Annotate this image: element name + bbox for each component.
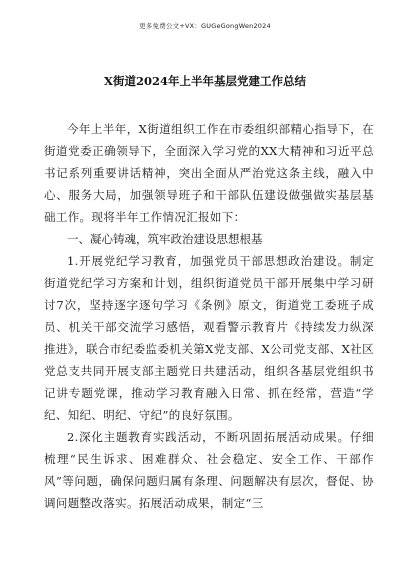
header-note: 更多免费公文+VX：GUGeGongWen2024 [139,22,271,30]
body-paragraph-1: 1.开展党纪学习教育，加强党员干部思想政治建设。制定街道党纪学习方案和计划，组织街道党员干部开展集中学习研讨7次，坚持逐字逐句学习《条例》原文，街道党工委班子成员、机关干部交流学习感悟，观看警示教育片《持续发力纵深推进》，联合市纪委监委机关第X党支部、X公司党支部、X社区党总支共同开展支部主题党日共建活动，组织各基层党组织书记讲专题党课，推动学习教育融入日常、抓在经常，营造“学纪、知纪、明纪、守纪”的良好氛围。 [44,254,374,422]
section-heading: 一、凝心铸魂，筑牢政治建设思想根基 [67,232,263,246]
document-body [44,118,374,514]
intro-paragraph: 今年上半年，X街道组织工作在市委组织部精心指导下，在街道党委正确领导下，全面深入学习党的XX大精神和习近平总书记系列重要讲话精神，突出全面从严治党这条主线，融入中心、服务大局，加强领导班子和干部队伍建设做强做实基层基础工作。现将半年工作情况汇报如下： [44,122,374,224]
body-paragraph-2: 2.深化主题教育实践活动，不断巩固拓展活动成果。仔细梳理“民生诉求、困难群众、社会稳定、安全工作、干部作风”等问题，确保问题归属有条理、问题解决有层次，督促、协调问题整改落实。拓展活动成果，制定“三 [44,430,374,510]
document-title: X街道2024年上半年基层党建工作总结 [104,74,306,88]
